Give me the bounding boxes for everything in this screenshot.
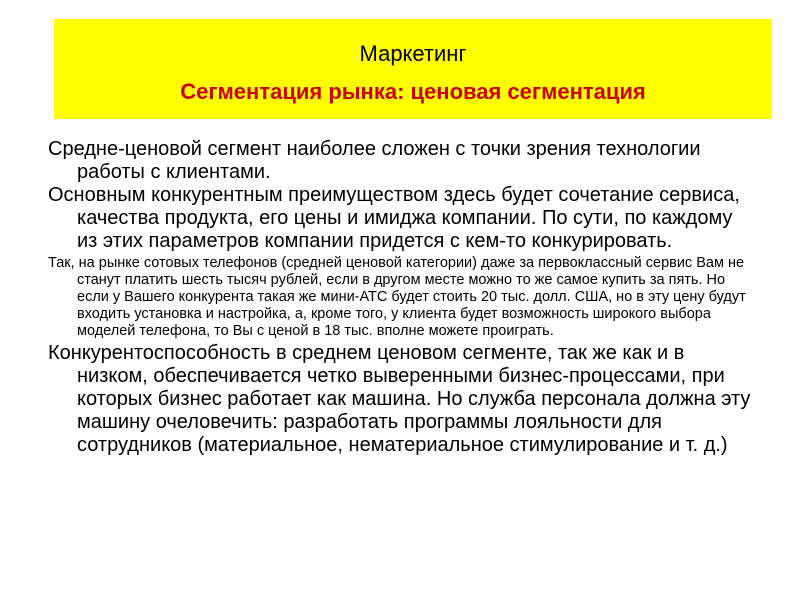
title-banner xyxy=(54,19,772,119)
paragraph-1: Средне-ценовой сегмент наиболее сложен с точки зрения технологии работы с клиентами. xyxy=(48,138,701,183)
paragraph-2: Основным конкурентным преимуществом здесь будет сочетание сервиса, качества продукта, его цены и имиджа компании. По сути, по каждому из этих параметров компании придется с кем-то конкурировать. xyxy=(48,184,740,252)
paragraph-3: Конкурентоспособность в среднем ценовом сегменте, так же как и в низком, обеспечивается четко выверенными бизнес-процессами, при которых бизнес работает как машина. Но служба персонала должна эту машину очеловечить: разработать программы лояльности для сотрудников (материальное, нематериальное стимулирование и т. д.) xyxy=(48,342,751,456)
slide-subtitle: Сегментация рынка: ценовая сегментация xyxy=(180,79,646,104)
paragraph-example: Так, на рынке сотовых телефонов (средней ценовой категории) даже за первоклассный сервис Вам не станут платить шесть тысяч рублей, если в другом месте можно то же самое купить за пять. Но если у Вашего конкурента такая же мини-АТС будет стоить 20 тыс. долл. США, но в эту цену будут входить установка и настройка, а, кроме того, у клиента будет возможность широкого выбора моделей телефона, то Вы с ценой в 18 тыс. вполне можете проиграть. xyxy=(48,255,746,339)
slide-body xyxy=(48,138,758,457)
slide-title: Маркетинг xyxy=(359,41,467,66)
